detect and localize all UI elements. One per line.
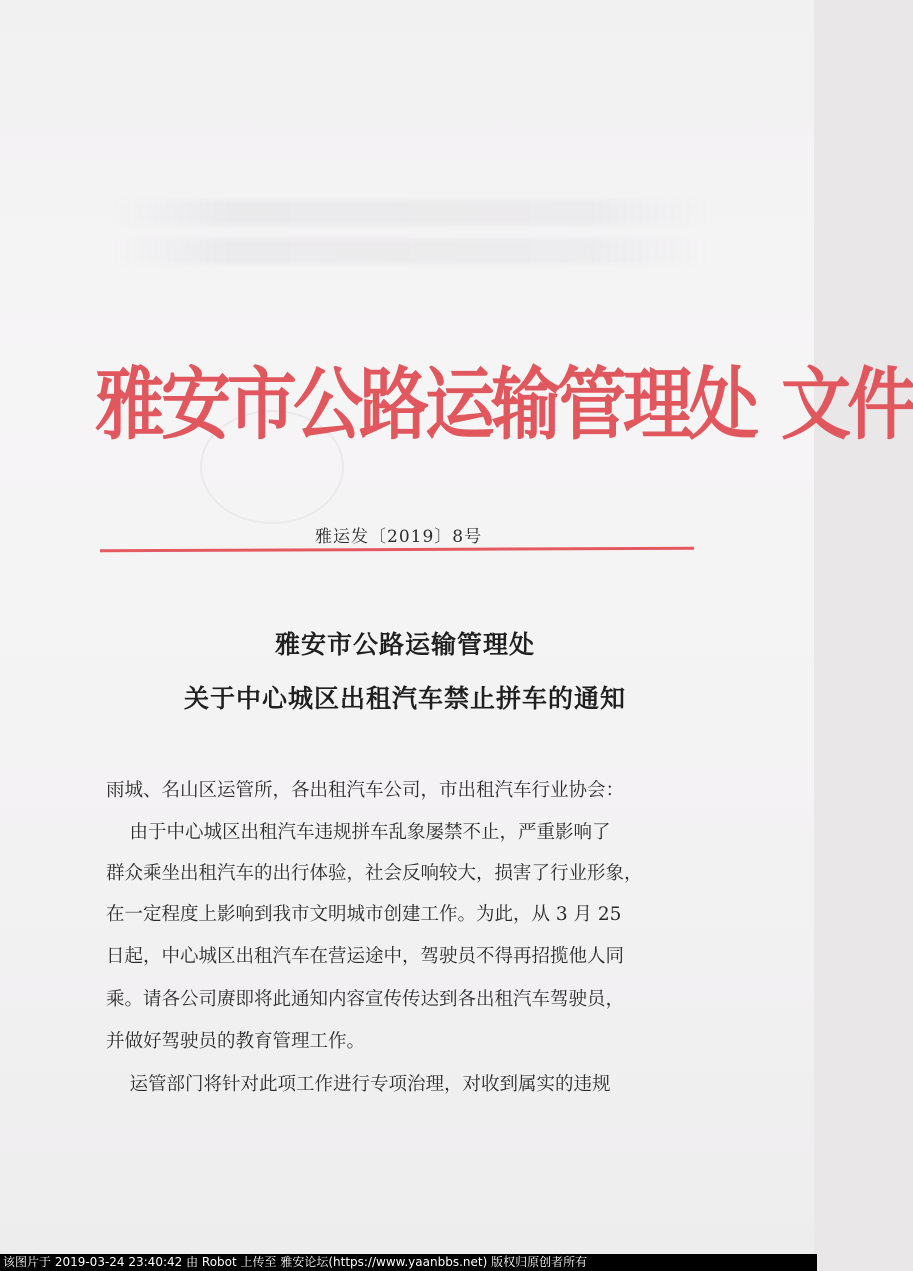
body-line: 由于中心城区出租汽车违规拼车乱象屡禁不止，严重影响了 [106,822,611,843]
body-line: 运管部门将针对此项工作进行专项治理，对收到属实的违规 [106,1074,611,1095]
document-number: 雅运发〔2019〕8号 [315,527,483,547]
body-line: 日起，中心城区出租汽车在营运途中，驾驶员不得再招揽他人同 [106,946,625,967]
show-through-text [110,238,710,264]
notice-title-line-2: 关于中心城区出租汽车禁止拼车的通知 [183,684,626,713]
masthead-doc-label: 文件 [781,358,913,451]
body-line: 并做好驾驶员的教育管理工作。 [106,1031,366,1052]
body-line: 群众乘坐出租汽车的出行体验，社会反响较大，损害了行业形象， [106,863,643,884]
red-separator-line [100,547,694,553]
red-masthead [95,336,913,459]
show-through-text [110,200,710,226]
body-line: 雨城、名山区运管所，各出租汽车公司，市出租汽车行业协会： [106,780,625,801]
body-line: 乘。请各公司赓即将此通知内容宣传传达到各出租汽车驾驶员， [106,989,625,1010]
masthead-agency: 雅安市公路运输管理处 [95,358,755,451]
body-line: 在一定程度上影响到我市文明城市创建工作。为此，从 3 月 25 [106,904,622,925]
notice-title-line-1: 雅安市公路运输管理处 [274,630,535,659]
upload-watermark-bar: 该图片于 2019-03-24 23:40:42 由 Robot 上传至 雅安论坛(https://www.yaanbbs.net) 版权归原创者所有 [0,1254,817,1271]
